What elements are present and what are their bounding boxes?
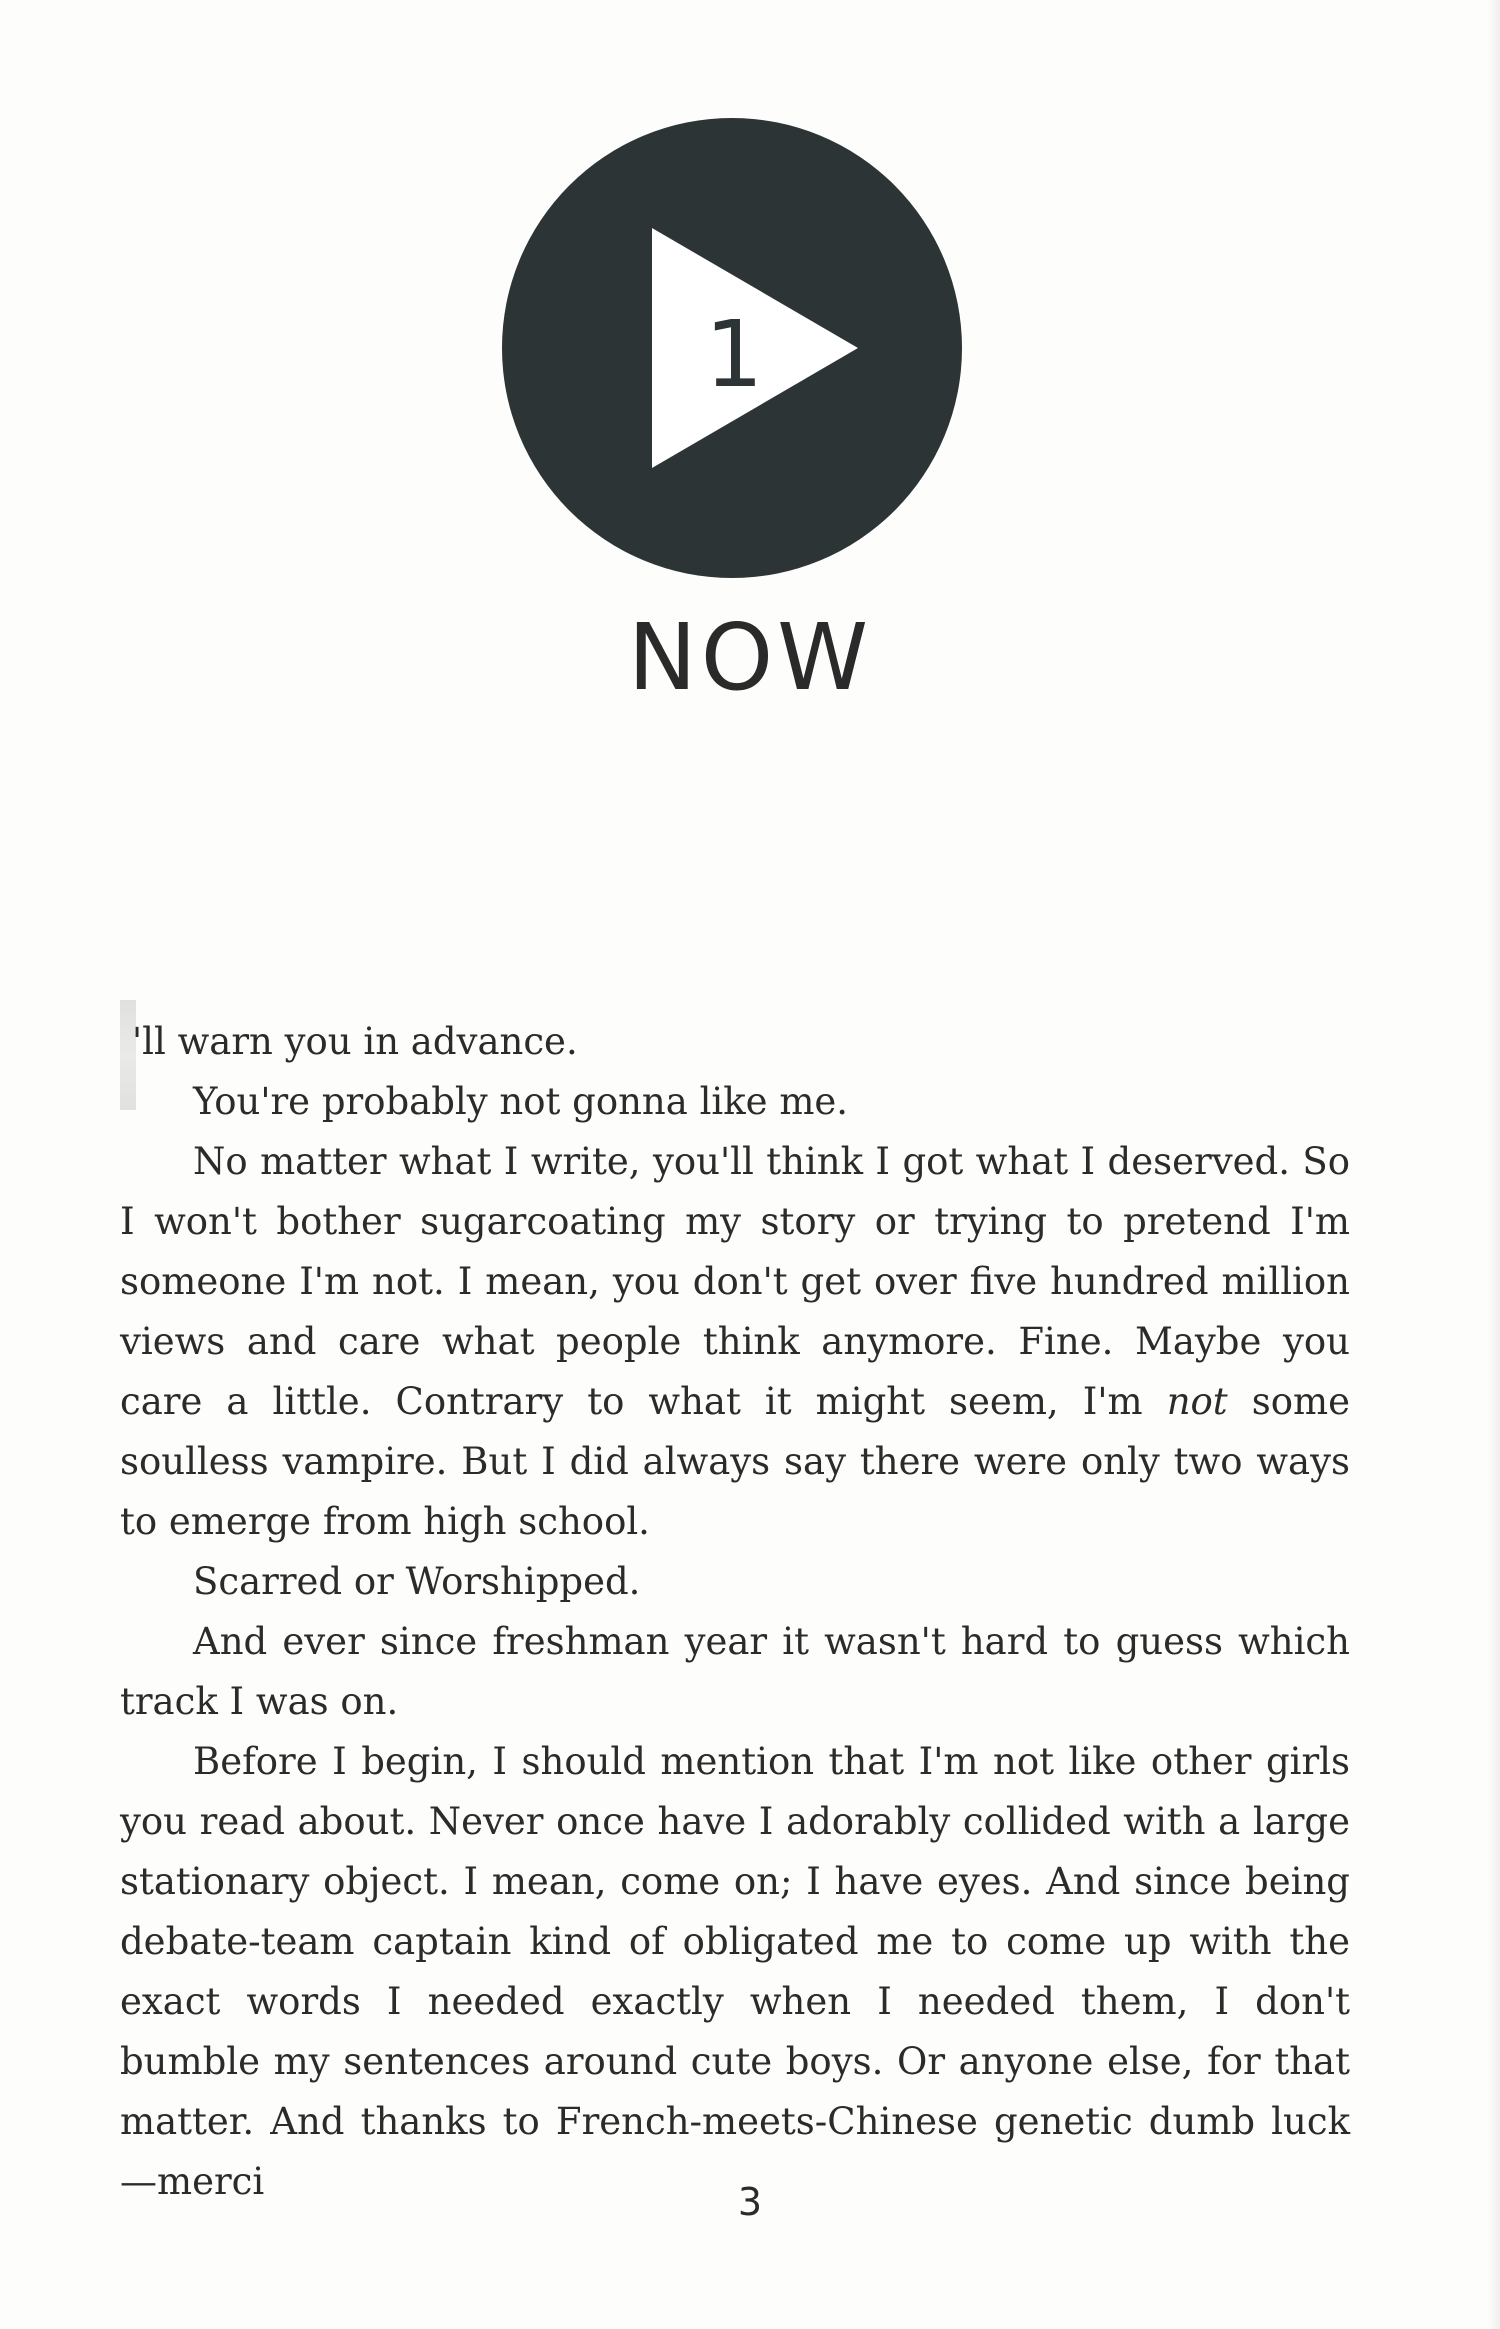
paragraph: Scarred or Worshipped. <box>193 1560 641 1603</box>
page-edge-shadow <box>1488 0 1500 2329</box>
paragraph-text: No matter what I write, you'll think I got what I deserved. So I won't bother sugarcoating my story or trying to pretend I'm someone I'm not. I mean, you don't get over five hundred million views and care what people think anymore. Fine. Maybe you care a little. Contrary to what it might seem, I'm <box>120 1140 1350 1423</box>
play-icon <box>502 118 962 578</box>
page-number: 3 <box>737 2180 763 2224</box>
paragraph: 'll warn you in advance. <box>132 1020 578 1063</box>
chapter-body <box>120 1012 1350 2212</box>
chapter-number: 1 <box>704 301 764 408</box>
paragraph <box>120 1132 1350 1552</box>
paragraph: And ever since freshman year it wasn't hard to guess which track I was on. <box>120 1620 1350 1723</box>
emphasis-text: not <box>1166 1380 1228 1423</box>
chapter-title: NOW <box>627 604 873 711</box>
paragraph: You're probably not gonna like me. <box>193 1080 849 1123</box>
paragraph: Before I begin, I should mention that I'm not like other girls you read about. Never once have I adorably collided with a large stationary object. I mean, come on; I have eyes. And since being debate-team captain kind of obligated me to come up with the exact words I needed exactly when I needed them, I don't bumble my sentences around cute boys. Or anyone else, for that matter. And thanks to French-meets-Chinese genetic dumb luck—merci <box>120 1740 1350 2203</box>
paragraph-text: some soulless vampire. But I did always say there were only two ways to emerge from high school. <box>120 1380 1350 1543</box>
